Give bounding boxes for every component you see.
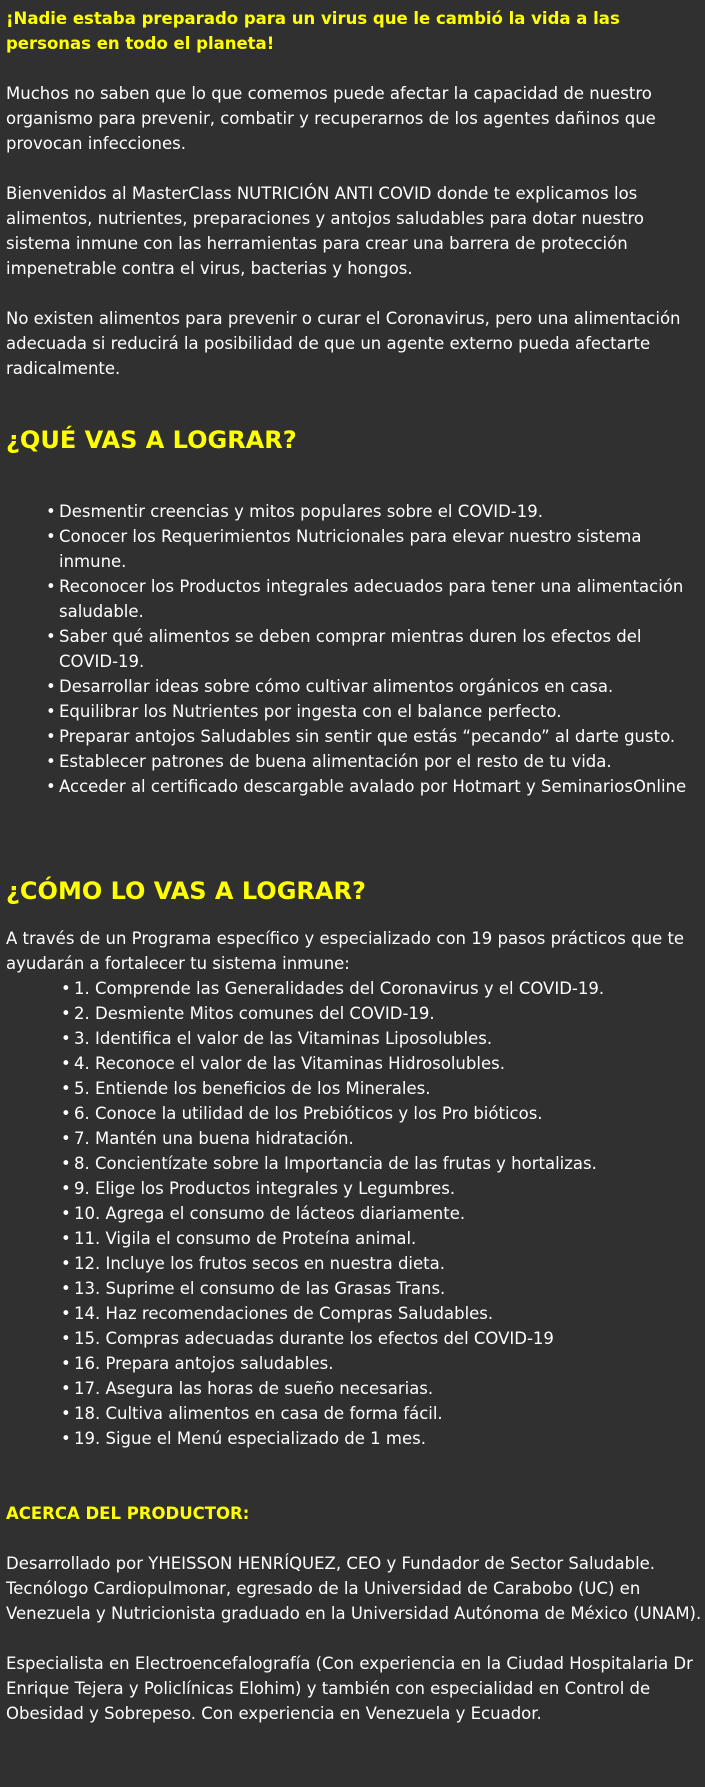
goal-item: • Preparar antojos Saludables sin sentir que estás “pecando” al darte gusto. bbox=[46, 724, 705, 749]
step-item: • 15. Compras adecuadas durante los efectos del COVID-19 bbox=[61, 1326, 705, 1351]
goal-item: • Reconocer los Productos integrales adecuados para tener una alimentación saludable. bbox=[46, 574, 705, 624]
step-item: • 12. Incluye los frutos secos en nuestra dieta. bbox=[61, 1251, 705, 1276]
step-item: • 7. Mantén una buena hidratación. bbox=[61, 1126, 705, 1151]
intro-headline: ¡Nadie estaba preparado para un virus que le cambió la vida a las personas en todo el planeta! bbox=[6, 9, 620, 53]
step-item: • 8. Concientízate sobre la Importancia de las frutas y hortalizas. bbox=[61, 1151, 705, 1176]
steps-list bbox=[6, 976, 705, 1451]
step-item: • 1. Comprende las Generalidades del Coronavirus y el COVID-19. bbox=[61, 976, 705, 1001]
intro-paragraph-2: Bienvenidos al MasterClass NUTRICIÓN ANTI COVID donde te explicamos los alimentos, nutrientes, preparaciones y antojos saludables para dotar nuestro sistema inmune con las herramientas para crear una barrera de protección impenetrable contra el virus, bacterias y hongos. bbox=[6, 184, 645, 278]
producer-paragraph-2: Especialista en Electroencefalografía (Con experiencia en la Ciudad Hospitalaria Dr Enrique Tejera y Policlínicas Elohim) y también con especialidad en Control de Obesidad y Sobrepeso. Con experiencia en Venezuela y Ecuador. bbox=[6, 1654, 693, 1723]
producer-paragraph-1: Desarrollado por YHEISSON HENRÍQUEZ, CEO y Fundador de Sector Saludable. Tecnólogo Cardiopulmonar, egresado de la Universidad de Carabobo (UC) en Venezuela y Nutricionista graduado en la Universidad Autónoma de México (UNAM). bbox=[6, 1554, 702, 1623]
goals-heading: ¿QUÉ VAS A LOGRAR? bbox=[6, 426, 297, 454]
intro-paragraph-1: Muchos no saben que lo que comemos puede afectar la capacidad de nuestro organismo para prevenir, combatir y recuperarnos de los agentes dañinos que provocan infecciones. bbox=[6, 84, 656, 153]
step-item: • 13. Suprime el consumo de las Grasas Trans. bbox=[61, 1276, 705, 1301]
step-item: • 14. Haz recomendaciones de Compras Saludables. bbox=[61, 1301, 705, 1326]
goal-item: • Acceder al certificado descargable avalado por Hotmart y SeminariosOnline bbox=[46, 774, 705, 799]
step-item: • 16. Prepara antojos saludables. bbox=[61, 1351, 705, 1376]
method-heading: ¿CÓMO LO VAS A LOGRAR? bbox=[6, 877, 366, 905]
step-item: • 6. Conoce la utilidad de los Prebióticos y los Pro bióticos. bbox=[61, 1101, 705, 1126]
step-item: • 11. Vigila el consumo de Proteína animal. bbox=[61, 1226, 705, 1251]
step-item: • 10. Agrega el consumo de lácteos diariamente. bbox=[61, 1201, 705, 1226]
step-item: • 19. Sigue el Menú especializado de 1 mes. bbox=[61, 1426, 705, 1451]
producer-heading: ACERCA DEL PRODUCTOR: bbox=[6, 1504, 250, 1523]
goal-item: • Establecer patrones de buena alimentación por el resto de tu vida. bbox=[46, 749, 705, 774]
step-item: • 9. Elige los Productos integrales y Legumbres. bbox=[61, 1176, 705, 1201]
goals-list bbox=[6, 499, 705, 799]
step-item: • 2. Desmiente Mitos comunes del COVID-19. bbox=[61, 1001, 705, 1026]
step-item: • 18. Cultiva alimentos en casa de forma fácil. bbox=[61, 1401, 705, 1426]
step-item: • 5. Entiende los beneficios de los Minerales. bbox=[61, 1076, 705, 1101]
step-item: • 3. Identifica el valor de las Vitaminas Liposolubles. bbox=[61, 1026, 705, 1051]
goal-item: • Desmentir creencias y mitos populares sobre el COVID-19. bbox=[46, 499, 705, 524]
step-item: • 17. Asegura las horas de sueño necesarias. bbox=[61, 1376, 705, 1401]
step-item: • 4. Reconoce el valor de las Vitaminas Hidrosolubles. bbox=[61, 1051, 705, 1076]
sales-page-content bbox=[6, 6, 705, 1726]
goal-item: • Saber qué alimentos se deben comprar mientras duren los efectos del COVID-19. bbox=[46, 624, 705, 674]
intro-paragraph-3: No existen alimentos para prevenir o curar el Coronavirus, pero una alimentación adecuada si reducirá la posibilidad de que un agente externo pueda afectarte radicalmente. bbox=[6, 309, 681, 378]
goal-item: • Conocer los Requerimientos Nutricionales para elevar nuestro sistema inmune. bbox=[46, 524, 705, 574]
method-intro: A través de un Programa específico y especializado con 19 pasos prácticos que te ayudarán a fortalecer tu sistema inmune: bbox=[6, 929, 685, 973]
goal-item: • Desarrollar ideas sobre cómo cultivar alimentos orgánicos en casa. bbox=[46, 674, 705, 699]
goal-item: • Equilibrar los Nutrientes por ingesta con el balance perfecto. bbox=[46, 699, 705, 724]
